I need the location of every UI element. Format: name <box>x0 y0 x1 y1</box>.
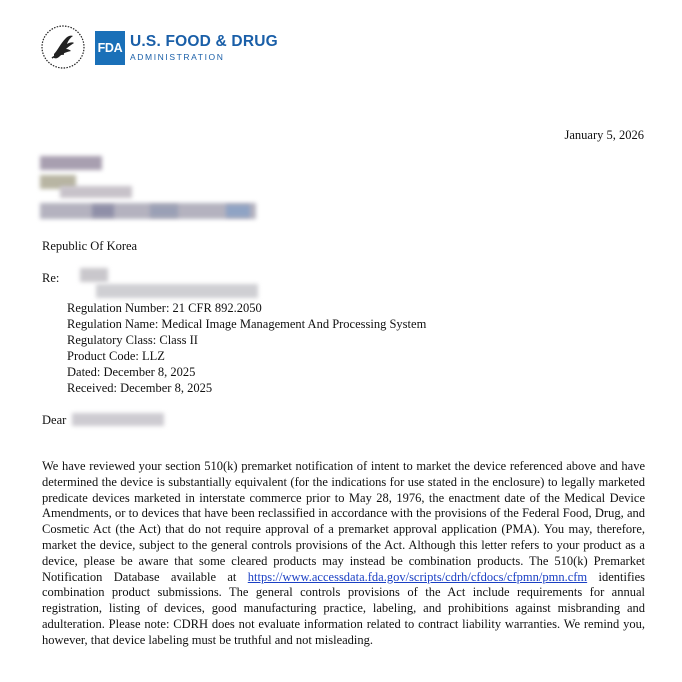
fda-logo-badge: FDA <box>95 31 125 65</box>
agency-subtitle: ADMINISTRATION <box>130 52 225 62</box>
body-text-1: We have reviewed your section 510(k) premarket notification of intent to market the device referenced above and have determined the device is substantially equivalent (for the indications for use stated in the enclosure) to legally marketed predicate devices marketed in interstate commerce prior to May 28, 1976, the enactment date of the Medical Device Amendments, or to devices that have been reclassified in accordance with the provisions of the Federal Food, Drug, and Cosmetic Act (the Act) that do not require approval of a premarket approval application (PMA). You may, therefore, market the device, subject to the general controls provisions of the Act. Although this letter refers to your product as a device, please be aware that some cleared products may instead be combination products. The 510(k) Premarket Notification Database available at <box>42 459 645 584</box>
body-paragraph <box>42 459 645 649</box>
hhs-eagle-seal-icon <box>40 24 86 70</box>
salutation: Dear <box>42 413 67 427</box>
dated: Dated: December 8, 2025 <box>67 365 196 379</box>
product-code: Product Code: LLZ <box>67 349 165 363</box>
received: Received: December 8, 2025 <box>67 381 213 395</box>
body-text-2: identifies combination product submissions. The general controls provisions of the Act include requirements for annual registration, listing of devices, good manufacturing practice, labeling, and prohibitions against misbranding and adulteration. Please note: CDRH does not evaluate information related to contract liability warranties. We remind you, however, that device labeling must be truthful and not misleading. <box>42 569 646 647</box>
regulatory-class: Regulatory Class: Class II <box>67 333 198 347</box>
pmn-database-link[interactable]: https://www.accessdata.fda.gov/scripts/cdrh/cfdocs/cfpmn/pmn.cfm <box>247 569 588 584</box>
agency-name: U.S. FOOD & DRUG <box>130 33 278 50</box>
regulation-number: Regulation Number: 21 CFR 892.2050 <box>67 301 262 315</box>
re-label: Re: <box>42 271 60 285</box>
letter-date: January 5, 2026 <box>564 128 644 142</box>
regulation-name: Regulation Name: Medical Image Management And Processing System <box>67 317 427 331</box>
recipient-country: Republic Of Korea <box>42 239 138 253</box>
